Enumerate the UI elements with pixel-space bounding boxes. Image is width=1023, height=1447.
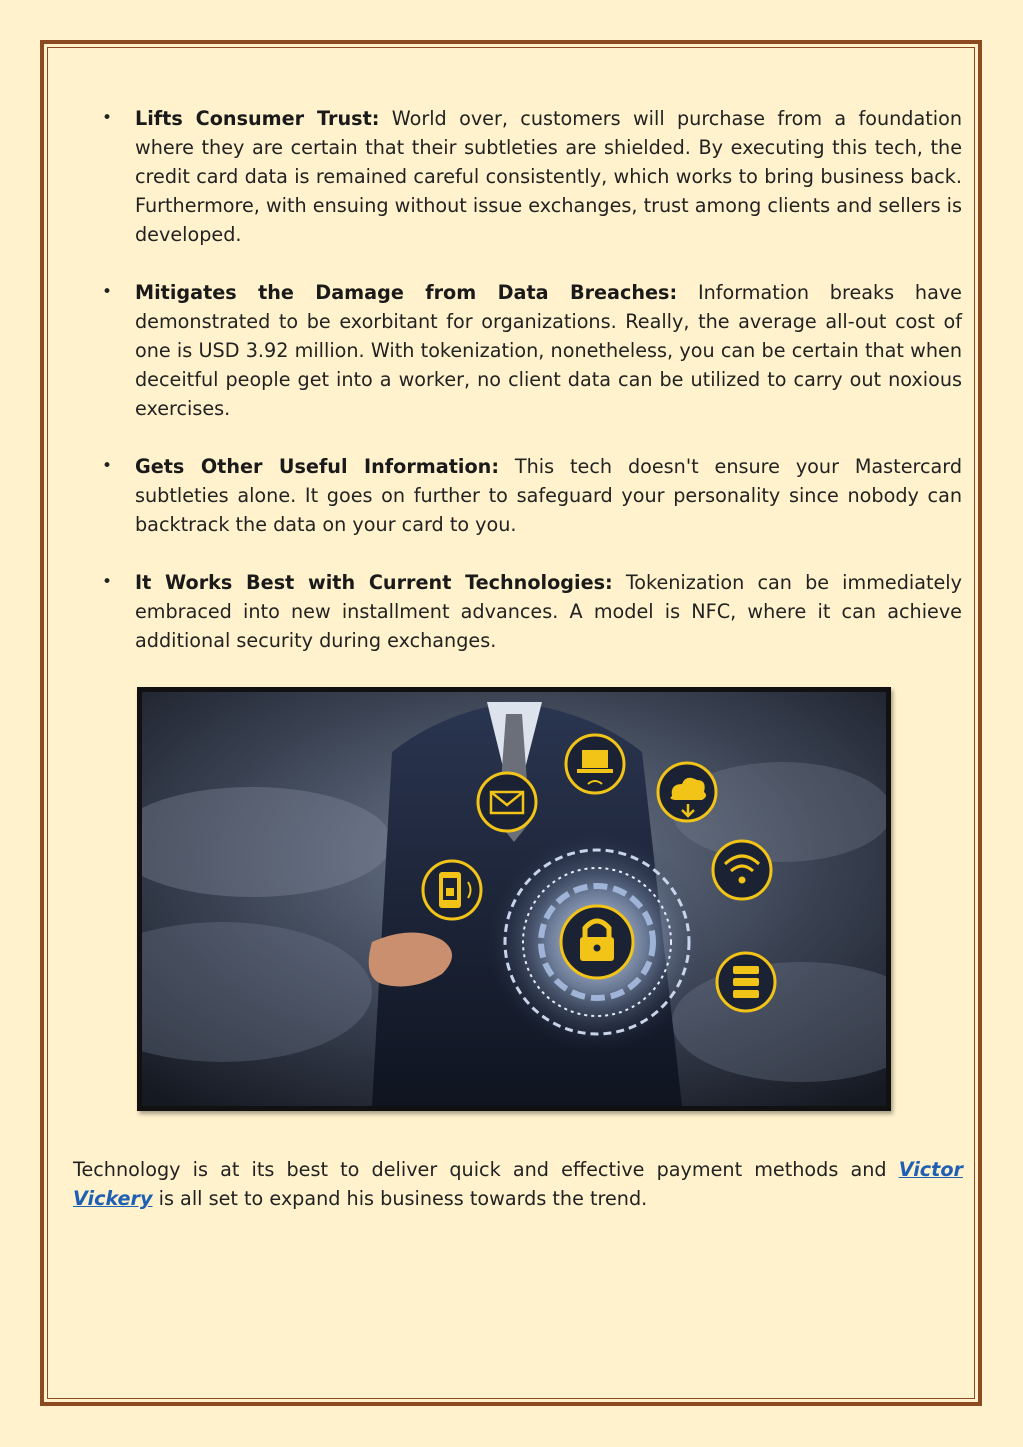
security-illustration-graphic bbox=[142, 692, 886, 1106]
benefits-list bbox=[95, 104, 962, 684]
bullet-text: This tech doesn't ensure your Mastercard subtleties alone. It goes on further to safeguard your personality since nobody can backtrack the data on your card to you. bbox=[135, 455, 962, 536]
victor-vickery-link[interactable]: Victor Vickery bbox=[73, 1158, 963, 1210]
list-item bbox=[95, 278, 962, 423]
list-item bbox=[95, 568, 962, 655]
bullet-icon: • bbox=[102, 282, 113, 302]
bullet-title: It Works Best with Current Technologies: bbox=[135, 571, 613, 594]
bullet-text: Information breaks have demonstrated to be exorbitant for organizations. Really, the average all-out cost of one is USD 3.92 million. With tokenization, nonetheless, you can be certain that when deceitful people get into a worker, no client data can be utilized to carry out noxious exercises. bbox=[135, 281, 962, 420]
bullet-icon: • bbox=[102, 108, 113, 128]
bullet-title: Gets Other Useful Information: bbox=[135, 455, 500, 478]
bullet-title: Mitigates the Damage from Data Breaches: bbox=[135, 281, 678, 304]
bullet-icon: • bbox=[102, 456, 113, 476]
security-illustration bbox=[137, 687, 891, 1111]
bullet-text: Tokenization can be immediately embraced into new installment advances. A model is NFC, where it can achieve additional security during exchanges. bbox=[135, 571, 962, 652]
bullet-icon: • bbox=[102, 572, 113, 592]
list-item bbox=[95, 452, 962, 539]
bullet-title: Lifts Consumer Trust: bbox=[135, 107, 380, 130]
list-item bbox=[95, 104, 962, 249]
closing-text-after: is all set to expand his business towards the trend. bbox=[152, 1187, 648, 1210]
bullet-text: World over, customers will purchase from a foundation where they are certain that their subtleties are shielded. By executing this tech, the credit card data is remained careful consistently, which works to bring business back. Furthermore, with ensuing without issue exchanges, trust among clients and sellers is developed. bbox=[135, 107, 962, 246]
closing-paragraph bbox=[73, 1155, 963, 1213]
closing-text-before: Technology is at its best to deliver quick and effective payment methods and bbox=[73, 1158, 899, 1181]
